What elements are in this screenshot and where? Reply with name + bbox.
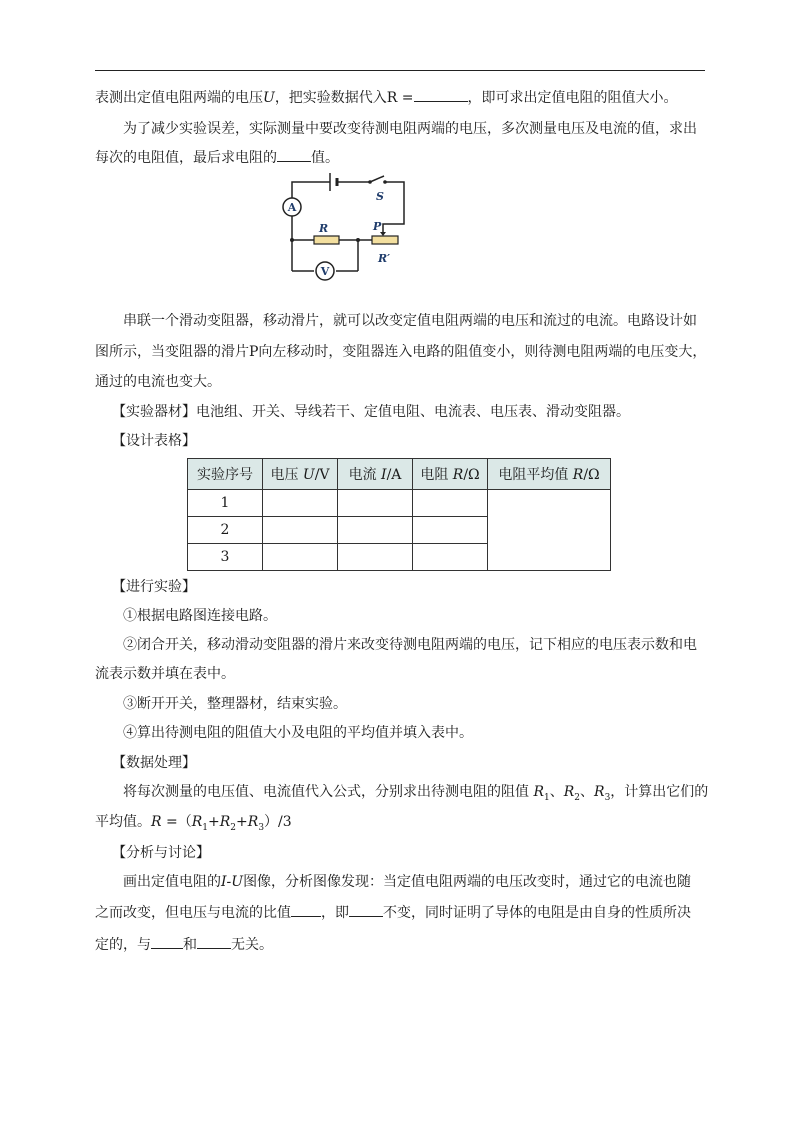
unit: /V bbox=[314, 467, 330, 483]
subscript: 1 bbox=[544, 792, 550, 803]
cell-current[interactable] bbox=[338, 544, 413, 571]
procedure-step-2: ②闭合开关，移动滑动变阻器的滑片来改变待测电阻两端的电压，记下相应的电压表示数和电 bbox=[123, 637, 697, 653]
analysis-line-3 bbox=[95, 934, 710, 955]
header-average bbox=[488, 459, 611, 490]
text: ，即 bbox=[321, 905, 349, 921]
switch-label: S bbox=[376, 190, 384, 203]
switch-contact bbox=[368, 180, 372, 184]
symbol-r: R bbox=[594, 784, 605, 800]
cell-resistance[interactable] bbox=[413, 490, 488, 517]
text: 和 bbox=[183, 937, 197, 953]
symbol-r: R bbox=[452, 467, 464, 483]
ammeter-label: A bbox=[287, 201, 297, 214]
paragraph-error-2 bbox=[95, 147, 710, 168]
symbol-r: R bbox=[151, 814, 162, 830]
text: ，把实验数据代入R = bbox=[274, 90, 414, 106]
procedure-step-2b: 流表示数并填在表中。 bbox=[95, 666, 235, 682]
slider-label: P bbox=[373, 220, 382, 233]
procedure-step-4: ④算出待测电阻的阻值大小及电阻的平均值并填入表中。 bbox=[123, 725, 473, 741]
voltmeter-label: V bbox=[320, 265, 330, 278]
header-index: 实验序号 bbox=[188, 459, 263, 490]
subscript: 2 bbox=[230, 822, 237, 833]
data-processing-text: 将每次测量的电压值、电流值代入公式，分别求出待测电阻的阻值 $R_1$、$R_2$、$R_3$，计算出它们的 bbox=[123, 784, 709, 803]
analysis-line-2 bbox=[95, 902, 710, 923]
symbol-r: R bbox=[191, 814, 203, 830]
cell-current[interactable] bbox=[338, 490, 413, 517]
paragraph-circuit: 串联一个滑动变阻器，移动滑片，就可以改变定值电阻两端的电压和流过的电流。电路设计如 bbox=[123, 313, 697, 329]
data-processing-formula: 平均值。$R =(R_1+R_2+R_3)/3$ bbox=[95, 814, 292, 833]
symbol-u: U bbox=[263, 90, 275, 106]
symbol-iu: I-U bbox=[221, 874, 244, 890]
cell-voltage[interactable] bbox=[263, 490, 338, 517]
text: ，计算出它们的 bbox=[610, 784, 709, 800]
row-index: 3 bbox=[188, 544, 263, 571]
rheostat-icon bbox=[372, 236, 398, 244]
paragraph-formula bbox=[95, 87, 710, 108]
header-voltage bbox=[263, 459, 338, 490]
text: 将每次测量的电压值、电流值代入公式，分别求出待测电阻的阻值 bbox=[123, 784, 529, 800]
data-table bbox=[187, 458, 611, 571]
text: 图像，分析图像发现：当定值电阻两端的电压改变时，通过它的电流也随 bbox=[243, 874, 692, 890]
junction-dot bbox=[356, 238, 360, 242]
subscript: 3 bbox=[604, 792, 611, 803]
text: 表测出定值电阻两端的电压 bbox=[95, 90, 263, 106]
row-index: 2 bbox=[188, 517, 263, 544]
text: 无关。 bbox=[231, 937, 273, 953]
symbol-i: I bbox=[381, 467, 387, 483]
switch-contact bbox=[383, 180, 387, 184]
cell-current[interactable] bbox=[338, 517, 413, 544]
blank-ratio[interactable] bbox=[291, 902, 321, 917]
procedure-step-1: ①根据电路图连接电路。 bbox=[123, 608, 277, 624]
text: 每次的电阻值，最后求电阻的 bbox=[95, 150, 277, 166]
text: 电阻平均值 bbox=[498, 467, 573, 483]
symbol-u: U bbox=[302, 467, 315, 483]
paragraph-error: 为了减少实验误差，实际测量中要改变待测电阻两端的电压，多次测量电压及电流的值，求出 bbox=[123, 121, 697, 137]
text: 电压 bbox=[270, 467, 303, 483]
text: 画出定值电阻的 bbox=[123, 874, 221, 890]
resistor-label: R bbox=[319, 222, 329, 235]
text: /3 bbox=[278, 814, 292, 830]
procedure-step-3: ③断开开关，整理器材，结束实验。 bbox=[123, 696, 347, 712]
header-current bbox=[338, 459, 413, 490]
subscript: 3 bbox=[258, 822, 265, 833]
blank-quantity[interactable] bbox=[349, 902, 383, 917]
unit: /A bbox=[386, 467, 402, 483]
symbol-r: R bbox=[533, 784, 544, 800]
header-rule bbox=[95, 70, 705, 71]
subscript: 2 bbox=[574, 792, 581, 803]
cell-voltage[interactable] bbox=[263, 544, 338, 571]
symbol-r: R bbox=[572, 467, 584, 483]
data-processing-heading: 【数据处理】 bbox=[112, 755, 196, 771]
equipment-section: 【实验器材】电池组、开关、导线若干、定值电阻、电流表、电压表、滑动变阻器。 bbox=[112, 404, 630, 420]
text: 电阻 bbox=[420, 467, 453, 483]
circuit-diagram bbox=[270, 170, 410, 282]
unit: /Ω bbox=[463, 467, 480, 483]
symbol-r: R bbox=[247, 814, 259, 830]
paragraph-circuit-2: 图所示，当变阻器的滑片P向左移动时，变阻器连入电路的阻值变小，则待测电阻两端的电压变大， bbox=[95, 344, 707, 360]
unit: /Ω bbox=[583, 467, 600, 483]
subscript: 1 bbox=[202, 822, 209, 833]
symbol-r: R bbox=[563, 784, 575, 800]
table-heading: 【设计表格】 bbox=[112, 433, 196, 449]
text: ，即可求出定值电阻的阻值大小。 bbox=[467, 90, 678, 106]
text: 定的，与 bbox=[95, 937, 151, 953]
text: 值。 bbox=[311, 150, 339, 166]
analysis-heading: 【分析与讨论】 bbox=[112, 845, 210, 861]
text: 平均值。 bbox=[95, 814, 151, 830]
blank-factor-1[interactable] bbox=[151, 934, 183, 949]
table-header-row bbox=[188, 459, 611, 490]
paragraph-circuit-3: 通过的电流也变大。 bbox=[95, 374, 221, 390]
cell-resistance[interactable] bbox=[413, 544, 488, 571]
header-resistance bbox=[413, 459, 488, 490]
cell-voltage[interactable] bbox=[263, 517, 338, 544]
text: 不变，同时证明了导体的电阻是由自身的性质所决 bbox=[383, 905, 691, 921]
procedure-heading: 【进行实验】 bbox=[112, 579, 196, 595]
text: 之而改变，但电压与电流的比值 bbox=[95, 905, 291, 921]
blank-average[interactable] bbox=[277, 147, 311, 162]
cell-average[interactable] bbox=[488, 490, 611, 571]
symbol-r: R bbox=[219, 814, 231, 830]
row-index: 1 bbox=[188, 490, 263, 517]
junction-dot bbox=[290, 238, 294, 242]
analysis-line-1 bbox=[123, 872, 738, 892]
text: 电流 bbox=[348, 467, 382, 483]
table-row bbox=[188, 490, 611, 517]
resistor-icon bbox=[314, 236, 339, 244]
blank-formula[interactable] bbox=[414, 87, 468, 102]
rheostat-label: R′ bbox=[378, 252, 391, 265]
blank-factor-2[interactable] bbox=[197, 934, 231, 949]
cell-resistance[interactable] bbox=[413, 517, 488, 544]
